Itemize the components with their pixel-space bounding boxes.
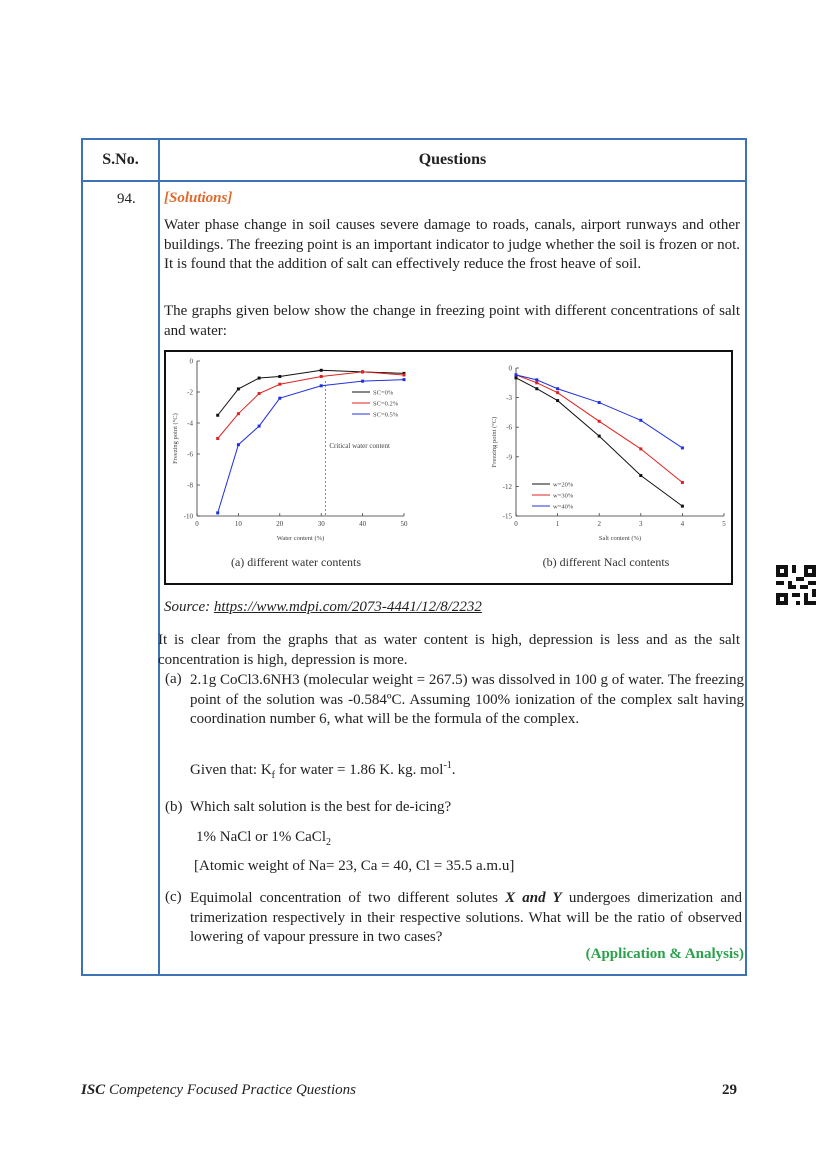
page-number: 29	[722, 1082, 737, 1098]
data-point	[515, 376, 518, 379]
legend-label: SC=0%	[373, 389, 394, 397]
data-point	[403, 373, 406, 376]
x-tick-label: 1	[555, 520, 560, 528]
x-tick-label: 2	[597, 520, 601, 528]
c-pre: Equimolal concentration of two different solutes	[190, 890, 506, 906]
data-point	[598, 401, 601, 404]
legend-label: w=20%	[553, 481, 574, 489]
given-end: .	[451, 762, 456, 778]
x-axis-label: Water content (%)	[276, 535, 325, 542]
data-point	[535, 378, 538, 381]
given-prefix: Given that: K	[190, 762, 272, 778]
data-point	[237, 412, 240, 415]
legend-label: w=40%	[553, 503, 574, 511]
part-b-options	[196, 829, 331, 848]
freezing-point-charts	[166, 352, 731, 583]
data-point	[556, 391, 559, 394]
data-point	[535, 387, 538, 390]
data-point	[320, 384, 323, 387]
data-point	[556, 387, 559, 390]
y-axis-label: Freezing point (°C)	[491, 416, 498, 468]
c-post: undergoes dimerization and trimerization respectively in their respective solutions. What will be the ratio of observed lowering of vapour pressure in two cases?	[190, 890, 742, 945]
data-point	[278, 383, 281, 386]
x-tick-label: 4	[680, 520, 685, 528]
series-line	[516, 378, 682, 506]
part-a-given	[190, 760, 456, 781]
x-axis-label: Salt content (%)	[598, 535, 642, 542]
data-point	[361, 370, 364, 373]
header-questions: Questions	[418, 151, 487, 168]
y-tick-label: -4	[187, 419, 193, 428]
y-tick-label: -9	[506, 453, 512, 462]
data-point	[278, 397, 281, 400]
x-tick-label: 50	[400, 520, 408, 528]
table-header	[83, 140, 745, 182]
y-tick-label: -10	[183, 512, 193, 521]
column-divider	[158, 140, 160, 974]
graphs-paragraph: The graphs given below show the change in freezing point with different concentrations of salt and water:	[164, 303, 740, 339]
x-tick-label: 5	[722, 520, 726, 528]
options-sub: 2	[325, 837, 331, 848]
data-point	[258, 425, 261, 428]
data-point	[258, 392, 261, 395]
data-point	[515, 373, 518, 376]
data-point	[639, 447, 642, 450]
x-tick-label: 0	[195, 520, 199, 528]
legend-label: SC=0.5%	[373, 411, 399, 419]
given-rest: for water = 1.86 K. kg. mol	[275, 762, 444, 778]
y-tick-label: -15	[502, 512, 512, 521]
header-sno: S.No.	[102, 151, 139, 168]
options-text: 1% NaCl or 1% CaCl	[196, 829, 326, 845]
intro-paragraph: Water phase change in soil causes severe damage to roads, canals, airport runways and other buildings. The freezing point is an important indicator to judge whether the soil is frozen or not. It is found that the addition of salt can effectively reduce the frost heave of soil.	[164, 217, 740, 272]
data-point	[320, 369, 323, 372]
source-link[interactable]: https://www.mdpi.com/2073-4441/12/8/2232	[213, 599, 482, 615]
data-point	[216, 437, 219, 440]
x-tick-label: 40	[359, 520, 367, 528]
conclusion-paragraph: It is clear from the graphs that as water content is high, depression is less and as the salt concentration is high, depression is more.	[158, 632, 740, 668]
data-point	[320, 375, 323, 378]
footer-series: Competency Focused Practice Questions	[105, 1082, 356, 1098]
source-line	[164, 599, 482, 616]
data-point	[639, 419, 642, 422]
y-tick-label: -12	[502, 482, 512, 491]
chart-caption: (b) different Nacl contents	[542, 555, 670, 569]
part-a-text: 2.1g CoCl3.6NH3 (molecular weight = 267.5) was dissolved in 100 g of water. The freezing point of the solution was -0.584ºC. Assuming 100% ionization of the complex salt having coordination number 6, what will be the formula of the complex.	[190, 672, 744, 727]
x-tick-label: 10	[234, 520, 242, 528]
data-point	[535, 381, 538, 384]
part-c-label: (c)	[165, 889, 182, 905]
data-point	[556, 399, 559, 402]
figure-box	[164, 350, 733, 585]
data-point	[237, 387, 240, 390]
question-number: 94.	[117, 191, 136, 207]
annotation-label: Critical water content	[329, 442, 390, 450]
y-tick-label: -2	[187, 388, 193, 397]
data-point	[216, 414, 219, 417]
y-tick-label: -6	[506, 423, 512, 432]
x-tick-label: 20	[276, 520, 284, 528]
y-tick-label: 0	[189, 357, 193, 366]
y-axis-label: Freezing point (°C)	[172, 413, 179, 464]
given-sub: f	[271, 770, 275, 781]
legend-label: w=30%	[553, 492, 574, 500]
y-tick-label: -3	[506, 394, 512, 403]
data-point	[258, 377, 261, 380]
footer-title	[81, 1082, 356, 1099]
part-c-text	[190, 889, 742, 948]
data-point	[598, 420, 601, 423]
part-b-atomic-weights: [Atomic weight of Na= 23, Ca = 40, Cl = 35.5 a.m.u]	[194, 858, 515, 874]
data-point	[681, 481, 684, 484]
legend-label: SC=0.2%	[373, 400, 399, 408]
data-point	[598, 435, 601, 438]
topic-tag: [Solutions]	[164, 190, 233, 206]
c-bold: X and Y	[505, 890, 562, 906]
x-tick-label: 3	[639, 520, 643, 528]
chart-caption: (a) different water contents	[230, 555, 362, 569]
part-a-label: (a)	[165, 671, 182, 687]
y-tick-label: -8	[187, 481, 193, 490]
part-b-text: Which salt solution is the best for de-icing?	[190, 799, 452, 815]
data-point	[361, 380, 364, 383]
data-point	[639, 474, 642, 477]
qr-code-icon[interactable]	[776, 565, 816, 605]
data-point	[681, 446, 684, 449]
x-tick-label: 0	[514, 520, 518, 528]
data-point	[278, 375, 281, 378]
data-point	[681, 505, 684, 508]
skill-tag: (Application & Analysis)	[585, 946, 744, 962]
source-label: Source:	[164, 599, 211, 615]
x-tick-label: 30	[317, 520, 325, 528]
data-point	[216, 511, 219, 514]
data-point	[403, 378, 406, 381]
y-tick-label: -6	[187, 450, 193, 459]
footer-series-bold: ISC	[81, 1082, 106, 1098]
y-tick-label: 0	[508, 364, 512, 373]
part-b-label: (b)	[165, 799, 183, 815]
given-sup: -1	[443, 760, 452, 771]
data-point	[237, 443, 240, 446]
